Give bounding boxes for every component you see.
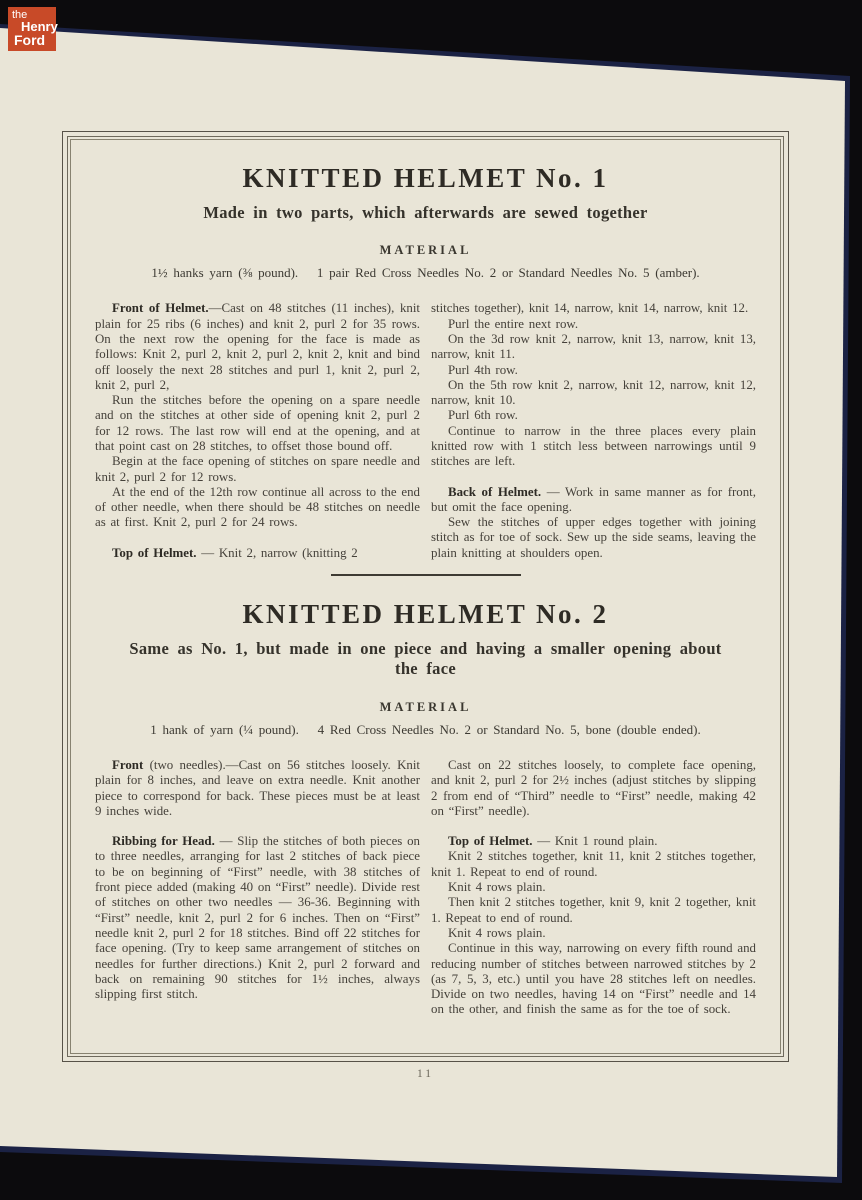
paragraph: Then knit 2 stitches together, knit 9, knit 2 together, knit 1. Repeat to end of round.	[431, 895, 756, 925]
two-column-text	[95, 301, 756, 561]
paragraph: Knit 2 stitches together, knit 11, knit 2 stitches together, knit 1. Repeat to end of round.	[431, 849, 756, 879]
henry-ford-logo	[8, 7, 56, 51]
paragraph: Back of Helmet. — Work in same manner as for front, but omit the face opening.	[431, 484, 756, 514]
left-column	[95, 301, 420, 561]
paragraph-lead: Front of Helmet.	[112, 301, 209, 316]
material-line: 1 hank of yarn (¼ pound). 4 Red Cross Needles No. 2 or Standard No. 5, bone (double ended).	[150, 722, 701, 737]
material-heading: MATERIAL	[379, 700, 472, 714]
section-knitted-helmet-2	[83, 600, 768, 1018]
page-number: 11	[416, 1068, 435, 1080]
paragraph-lead: Front	[112, 758, 144, 772]
logo-text-ford: Ford	[14, 32, 46, 48]
logo-text-the: the	[12, 9, 28, 21]
paragraph: Top of Helmet. — Knit 2, narrow (knitting 2	[112, 545, 358, 560]
section-title: KNITTED HELMET No. 2	[242, 599, 609, 630]
page-border-frame	[62, 131, 789, 1062]
paragraph: Purl 4th row.	[448, 362, 518, 377]
page-border-frame-middle	[67, 136, 784, 1057]
paragraph: Purl the entire next row.	[448, 316, 579, 331]
paragraph: Cast on 22 stitches loosely, to complete face opening, and knit 2, purl 2 for 2½ inches (adjust stitches by slipping 2 from end of “Third” needle to “First” needle, making 42 on “First” needle).	[431, 758, 756, 818]
paragraph: Knit 4 rows plain.	[448, 880, 546, 895]
section-subtitle: Same as No. 1, but made in one piece and having a smaller opening about the face	[129, 638, 722, 679]
paragraph: Sew the stitches of upper edges together with joining stitch as for toe of sock. Sew up the side seams, leaving the plain knitting at shoulders open.	[431, 515, 756, 560]
paragraph: On the 5th row knit 2, narrow, knit 12, narrow, knit 12, narrow, knit 10.	[431, 377, 756, 408]
paragraph: Purl 6th row.	[448, 408, 518, 423]
material-heading: MATERIAL	[379, 243, 472, 258]
paragraph: Front (two needles).—Cast on 56 stitches loosely. Knit plain for 8 inches, and leave on extra needle. Knit another piece to correspond for back. These pieces must be at least 9 inches wide.	[95, 758, 420, 818]
logo-text-henry: Henry	[21, 19, 58, 34]
right-column	[431, 301, 756, 561]
page-content	[71, 164, 780, 1018]
paragraph-lead: Top of Helmet.	[112, 545, 197, 560]
paragraph: stitches together), knit 14, narrow, knit 14, narrow, knit 12.	[431, 301, 749, 316]
material-line: 1½ hanks yarn (⅜ pound). 1 pair Red Cross Needles No. 2 or Standard Needles No. 5 (amber).	[151, 265, 700, 281]
page-border-frame-inner	[70, 139, 781, 1054]
paragraph: Continue in this way, narrowing on every fifth round and reducing number of stitches between narrowed stitches by 2 (as 7, 5, 3, etc.) until you have 28 stitches left on needles. Divide on two needles, having 14 on “First” needle and 14 on the other, and finish the same as for the toe of sock.	[431, 941, 756, 1017]
section-title: KNITTED HELMET No. 1	[242, 163, 609, 193]
left-column	[95, 758, 420, 1018]
section-subtitle: Made in two parts, which afterwards are sewed together	[203, 202, 648, 222]
paragraph: Front of Helmet.—Cast on 48 stitches (11 inches), knit plain for 25 ribs (6 inches) and knit 2, purl 2 for 35 rows. On the next row the opening for the face is made as follows: Knit 2, purl 2, knit 2, purl 2, knit 2, knit and bind off loosely the next 28 stitches and purl 1, knit 2, purl 2, knit 2, purl 2,	[95, 301, 420, 392]
paragraph-lead: Ribbing for Head.	[112, 834, 215, 849]
two-column-text	[95, 758, 756, 1018]
section-divider	[331, 574, 521, 576]
paragraph: Ribbing for Head. — Slip the stitches of both pieces on to three needles, arranging for last 2 stitches of back piece to be on beginning of “First” needle, with 38 stitches of front piece added (making 40 on “First” needle). Divide rest of stitches on other two needles — 36-36. Beginning with “First” needle, knit 2, purl 2 for 6 inches. Then on “First” needle knit 2, purl 2 for 18 stitches. Bind off 22 stitches for face opening. (Try to keep same arrangement of stitches on needles for further directions.) Knit 2, purl 2 forward and back on remaining 90 stitches for 1½ inches, always slipping first stitch.	[95, 834, 420, 1002]
paragraph: Run the stitches before the opening on a spare needle and on the stitches at other side of opening knit 2, purl 2 for 12 rows. The last row will end at the opening, and at that point cast on 28 stitches, to offset those bound off.	[95, 393, 420, 453]
right-column	[431, 758, 756, 1018]
paragraph: On the 3d row knit 2, narrow, knit 13, narrow, knit 13, narrow, knit 11.	[431, 331, 756, 362]
paragraph: At the end of the 12th row continue all across to the end of other needle, when there should be 48 stitches on needle as at first. Knit 2, purl 2 for 24 rows.	[95, 484, 420, 530]
paragraph: Top of Helmet. — Knit 1 round plain.	[448, 834, 658, 849]
paragraph: Knit 4 rows plain.	[448, 925, 546, 940]
paragraph-lead: Back of Helmet.	[448, 484, 542, 499]
paragraph-lead: Top of Helmet.	[448, 834, 533, 849]
paragraph: Begin at the face opening of stitches on spare needle and knit 2, purl 2 for 12 rows.	[95, 454, 420, 484]
paragraph: Continue to narrow in the three places every plain knitted row with 1 stitch less between narrowings until 9 stitches are left.	[431, 423, 756, 469]
section-knitted-helmet-1	[83, 164, 768, 561]
